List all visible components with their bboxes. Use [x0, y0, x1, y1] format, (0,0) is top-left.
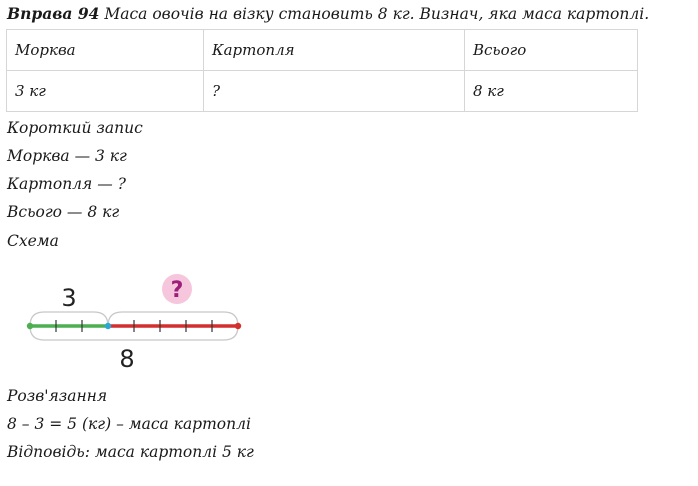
part-known-bracket — [30, 312, 108, 326]
table-header-row — [7, 30, 638, 71]
total-label: 8 — [119, 345, 135, 373]
header-carrot: Морква — [7, 30, 204, 71]
header-potato: Картопля — [204, 30, 465, 71]
table-value-row — [7, 71, 638, 112]
value-carrot: 3 кг — [7, 71, 204, 112]
header-total: Всього — [465, 30, 638, 71]
solution-equation: 8 – 3 = 5 (кг) – маса картоплі — [7, 415, 251, 433]
data-table — [6, 29, 638, 112]
solution-title: Розв'язання — [7, 387, 108, 405]
part-known-label: 3 — [61, 284, 77, 312]
value-potato: ? — [204, 71, 465, 112]
segment-scheme — [22, 264, 252, 374]
start-point — [27, 323, 33, 329]
scheme-title: Схема — [7, 232, 59, 250]
part-unknown-label: ? — [170, 278, 184, 303]
exercise-number: Вправа 94 — [7, 4, 100, 23]
short-record-line-potato: Картопля — ? — [7, 175, 126, 193]
answer-line: Відповідь: маса картоплі 5 кг — [7, 443, 254, 461]
value-total: 8 кг — [465, 71, 638, 112]
joint-point — [105, 323, 111, 329]
short-record-line-total: Всього — 8 кг — [7, 203, 120, 221]
short-record-title: Короткий запис — [7, 119, 143, 137]
part-unknown-bracket — [108, 312, 238, 326]
task-text: Маса овочів на візку становить 8 кг. Визнач, яка маса картоплі. — [104, 5, 650, 23]
exercise-header — [7, 4, 649, 23]
short-record-line-carrot: Морква — 3 кг — [7, 147, 127, 165]
end-point — [235, 323, 241, 329]
